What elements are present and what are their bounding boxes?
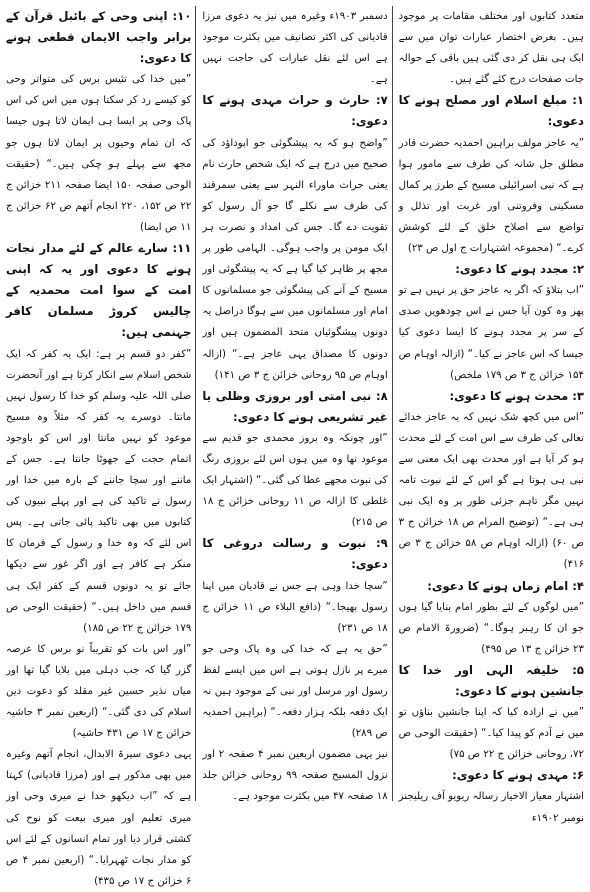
section-heading: ۸: نبی امتی اور بروزی وظلی یا غیر تشریعی ہونے کا دعوی:	[202, 388, 388, 424]
section-heading: ۱۰: اپنی وحی کے بائبل قرآن کے برابر واجب الایمان قطعی ہونے کا دعوی:	[6, 9, 192, 66]
paragraph: نیز یہی مضمون اربعین نمبر ۴ صفحہ ۲ اور نزول المسیح صفحہ ۹۹ روحانی خزائن جلد ۱۸ صفحہ ۴۷ میں بکثرت موجود ہے۔	[202, 749, 388, 803]
column-middle	[202, 6, 392, 801]
section-heading: ۷: حارث و حراث مہدی ہونے کا دعوی:	[202, 93, 388, 129]
section-heading: ۶: مہدی ہونے کا دعوی:	[452, 768, 584, 783]
paragraph: ”سچا خدا وہی ہے جس نے قادیان میں اپنا رسول بھیجا۔“ (دافع البلاء ص ۱۱ خزائن ج ۱۸ ص ۲۳۱)	[202, 580, 388, 634]
paragraph: ”میں لوگوں کے لئے بطور امام بنایا گیا ہوں جو ان کا رہبر ہوگا۔“ (ضرورۃ الامام ص ۲۳ خزائن ج ۱۳ ص ۴۹۵)	[398, 601, 584, 655]
column-right	[398, 6, 584, 824]
paragraph: ”یہ عاجز مولف براہین احمدیہ حضرت قادر مطلق جل شانہ کی طرف سے مامور ہوا ہے کہ نبی اسرائیلی مسیح کے طرز پر کمال مسکینی وفروتنی اور غربت اور تذلل و تواضع سے اصلاح خلق کے لئے کوشش کرے۔“ (مجموعہ اشتہارات ج اول ص ۲۳)	[398, 137, 584, 255]
paragraph: ”حق یہ ہے کہ خدا کی وہ پاک وحی جو میرے پر نازل ہوتی ہے اس میں ایسے لفظ رسول اور مرسل اور نبی کے موجود ہیں نہ ایک دفعہ بلکہ ہزار دفعہ۔“ (براہین احمدیہ ص ۲۸۹)	[202, 643, 388, 740]
paragraph: ”اور چونکہ وہ بروز محمدی جو قدیم سے موعود تھا وہ میں ہوں اس لئے بروزی رنگ کی نبوت مجھے عطا کی گئی۔“ (اشتہار ایک غلطی کا ازالہ ص ۱۱ روحانی خزائن ج ۱۸ ص ۲۱۵)	[202, 432, 388, 529]
section-heading: ۳: محدث ہونے کا دعوی:	[449, 388, 584, 403]
paragraph: اشتہار معیار الاخیار رسالہ ریویو آف ریلیجنز نومبر ۱۹۰۲ء	[398, 791, 584, 824]
section-heading: ۱۱: سارے عالم کے لئے مدار نجات ہونے کا دعوی اور یہ کہ اپنی امت کے سوا امت محمدیہ کے چالیس کروڑ مسلمان کافر جہنمی ہیں:	[6, 241, 192, 340]
paragraph: یہی دعوی سیرۃ الابدال، انجام آتھم وغیرہ میں بھی مذکور ہے اور (مرزا قادیانی) کہتا ہے کہ ”اب دیکھو خدا نے میری وحی اور میری تعلیم اور میری بیعت کو نوح کی کشتی قرار دیا اور تمام انسانوں کے لئے اس کو مدار نجات ٹھہرایا۔“ (اربعین نمبر ۴ ص ۶ خزائن ج ۱۷ ص ۴۳۵)	[6, 749, 192, 887]
paragraph: ”اس میں کچھ شک نہیں کہ یہ عاجز خدائے تعالی کی طرف سے اس امت کے لئے محدث ہو کر آیا ہے اور محدث بھی ایک معنی سے نبی ہی ہوتا ہے گو اس کے لئے نبوت تامہ نہیں مگر تاہم جزئی طور پر وہ ایک نبی ہی ہے۔“ (توضیح المرام ص ۱۸ خزائن ج ۳ ص ۶۰) (ازالہ اوہام ص ۵۸ خزائن ج ۳ ص ۴۱۶)	[398, 411, 584, 571]
paragraph: ”کفر دو قسم پر ہے: ایک یہ کفر کہ ایک شخص اسلام سے انکار کرتا ہے اور آنحضرت صلی اللہ علیہ وسلم کو خدا کا رسول نہیں مانتا۔ دوسرے یہ کفر کہ مثلاً وہ مسیح موعود کو نہیں مانتا اور اس کو باوجود اتمام حجت کے جھوٹا جانتا ہے۔ جس کے ماننے اور سچا جاننے کے بارہ میں خدا اور رسول نے تاکید کی ہے اور پہلے نبیوں کی کتابوں میں بھی تاکید پائی جاتی ہے۔ پس اس لئے کہ وہ خدا و رسول کے فرمان کا منکر ہے کافر ہے اور اگر غور سے دیکھا جائے تو یہ دونوں قسم کے کفر ایک ہی قسم میں داخل ہیں۔“ (حقیقت الوحی ص ۱۷۹ خزائن ج ۲۲ ص ۱۸۵)	[6, 348, 192, 634]
paragraph: ”میں خدا کی تئیس برس کی متواتر وحی کو کیسے رد کر سکتا ہوں میں اس کی اس پاک وحی پر ایسا ہی ایمان لاتا ہوں جیسا کہ ان تمام وحیوں پر ایمان لاتا ہوں جو مجھ سے پہلے ہو چکی ہیں۔“ (حقیقت الوحی صفحہ ۱۵۰ ایضا صفحہ ۲۱۱ خزائن ج ۲۲ ص ۱۵۲، ۲۲۰ انجام آتھم ص ۶۲ خزائن ج ۱۱ ص ایضا)	[6, 74, 192, 233]
section-heading: ۹: نبوت و رسالت دروغی کا دعوی:	[202, 536, 388, 572]
section-heading: ۵: خلیفہ الہی اور خدا کا جانشین ہونے کا دعوی:	[398, 662, 584, 698]
section-heading: ۴: امام زماں ہونے کا دعوی:	[427, 578, 584, 593]
section-heading: ۲: مجدد ہونے کا دعوی:	[455, 262, 584, 277]
paragraph: متعدد کتابوں اور مختلف مقامات پر موجود ہیں۔ بغرض اختصار عبارات توان میں سے ایک ہی نقل کر دی گئی ہیں باقی کے حوالہ جات صفحات درج کئے گئے ہیں۔	[398, 11, 584, 86]
paragraph: ”اور اس بات کو تقریباً نو برس کا عرصہ گزر گیا کہ جب دہلی میں بلایا گیا تھا اور میاں نذیر حسین غیر مقلد کو دعوت دین اسلام کی دی گئی۔“ (اربعین نمبر ۳ حاشیہ خزائن ج ۱۷ ص ۴۳۱ حاشیہ)	[6, 643, 192, 740]
paragraph: دسمبر ۱۹۰۳ء وغیرہ میں نیز یہ دعوی مرزا قادیانی کی اکثر تصانیف میں بکثرت موجود ہے اس لئے نقل عبارات کی حاجت نہیں ہے۔	[202, 11, 388, 86]
section-heading: ۱: مبلغ اسلام اور مصلح ہونے کا دعوی:	[398, 93, 584, 129]
paragraph: ”میں نے ارادہ کیا کہ اپنا جانشین بناؤں تو میں نے آدم کو پیدا کیا۔“ (حقیقت الوحی ص ۷۲، روحانی خزائن ج ۲۲ ص ۷۵)	[398, 707, 584, 761]
paragraph: ”واضح ہو کہ یہ پیشگوئی جو ابوداؤد کی صحیح میں درج ہے کہ ایک شخص حارث نام یعنی حراث ماوراء النہر سے یعنی سمرقند کی طرف سے نکلے گا جو آل رسول کو تقویت دے گا۔ جس کی امداد و نصرت ہر ایک مومن پر واجب ہوگی۔ الہامی طور پر مجھ پر ظاہر کیا گیا ہے کہ یہ پیشگوئی اور مسیح کے آنے کی پیشگوئی جو مسلمانوں کا امام اور مسلمانوں میں سے ہوگا دراصل یہ دونوں پیشگوئیاں متحد المضمون ہیں اور دونوں کا مصداق یہی عاجز ہے۔“ (ازالہ اوہام ص ۹۵ روحانی خزائن ج ۳ ص ۱۴۱)	[202, 137, 388, 381]
column-left	[6, 6, 196, 887]
paragraph: ”اب بتلاؤ کہ اگر یہ عاجز حق پر نہیں ہے تو پھر وہ کون آیا جس نے اس چودھویں صدی کے سر پر مجدد ہونے کا ایسا دعوی کیا جیسا کہ اس عاجز نے کیا۔“ (ازالہ اوہام ص ۱۵۴ خزائن ج ۳ ص ۱۷۹ ملخص)	[398, 285, 584, 381]
